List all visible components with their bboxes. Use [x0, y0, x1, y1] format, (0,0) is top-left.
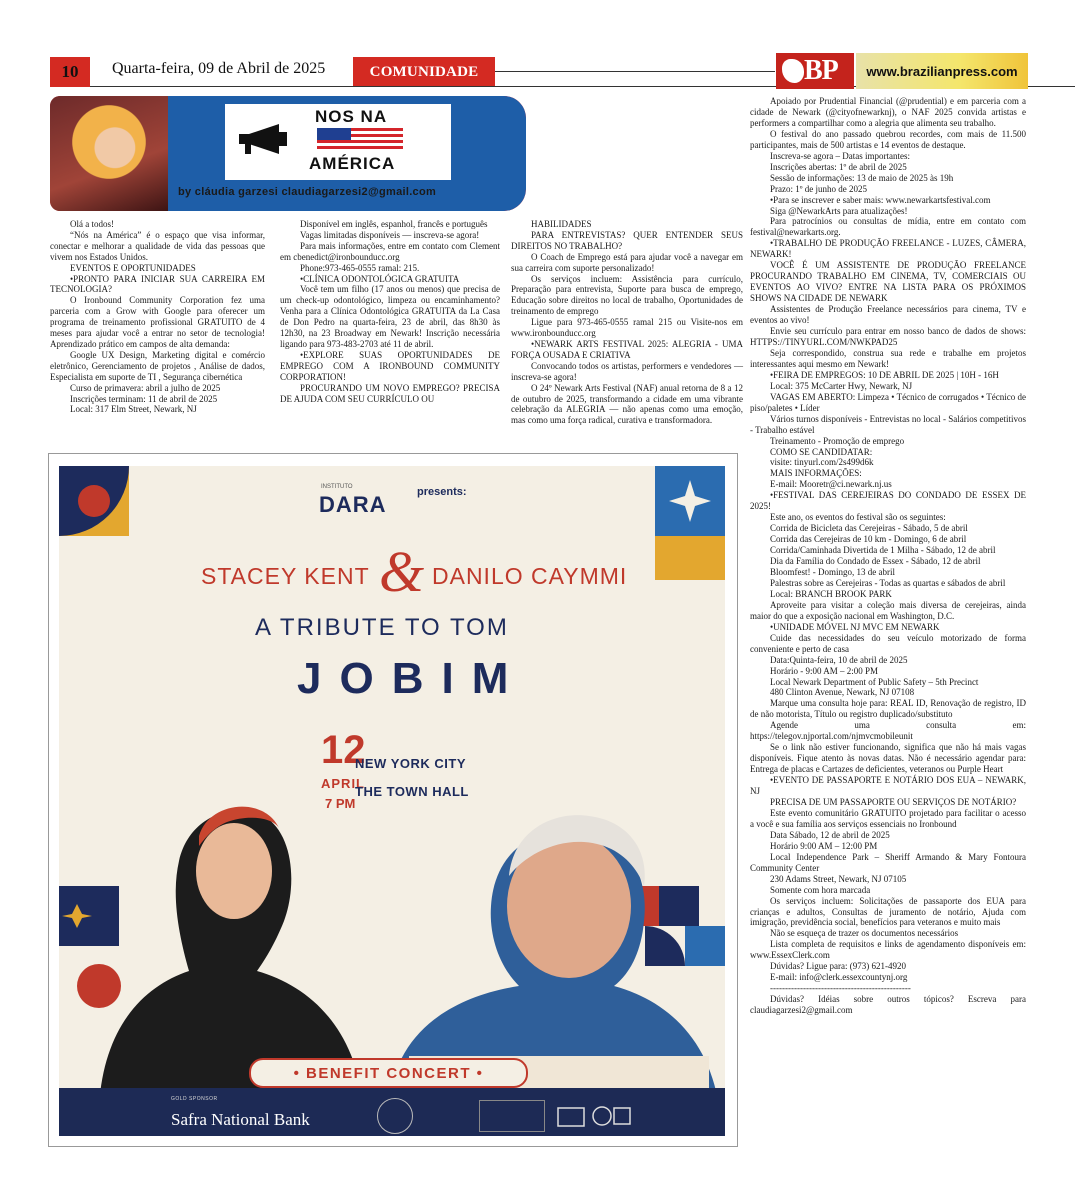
article-paragraph: Local: 375 McCarter Hwy, Newark, NJ — [770, 380, 913, 391]
article-paragraph: Palestras sobre as Cerejeiras - Todas as quartas e sábados de abril — [770, 577, 1006, 588]
article-paragraph: Marque uma consulta hoje para: REAL ID, Renovação de registro, ID de não motorista, Título ou registro duplicado/substituto — [750, 698, 1026, 720]
ampersand: & — [379, 539, 425, 604]
sponsor-logo-crest — [554, 1100, 634, 1130]
article-paragraph: Convocando todos os artistas, performers e vendedores — inscreva-se agora! — [511, 360, 743, 382]
article-paragraph: 230 Adams Street, Newark, NJ 07105 — [770, 873, 907, 884]
tribute-title: A TRIBUTE TO TOM — [255, 614, 509, 641]
article-paragraph: VAGAS EM ABERTO: Limpeza • Técnico de corrugados • Técnico de piso/paletes • Líder — [750, 391, 1026, 413]
article-paragraph: Seja correspondido, construa sua rede e trabalhe em projetos interessantes aqui mesmo em Newark! — [750, 347, 1026, 369]
article-paragraph: Aproveite para visitar a coleção mais diversa de cerejeiras, ainda maior do que a exposição nacional em Washington, D.C. — [750, 599, 1026, 621]
article-paragraph: Você tem um filho (17 anos ou menos) que precisa de um check-up odontológico, limpeza ou encaminhamento? Venha para a Clínica Odontológica GRATUITA da La Casa de Don Pedro na quarta-feira, 23 de abril, das 8h30 às 12h30, na 23 Broadway em Newark! Inscrição necessária ligando para 973-483-2703 até 11 de abril. — [280, 284, 500, 349]
article-paragraph: 480 Clinton Avenue, Newark, NJ 07108 — [770, 687, 915, 698]
article-paragraph: •FEIRA DE EMPREGOS: 10 DE ABRIL DE 2025 | 10H - 16H — [770, 369, 999, 380]
article-paragraph: O 24º Newark Arts Festival (NAF) anual retorna de 8 a 12 de outubro de 2025, transformando a cidade em uma vibrante celebração da ALEGRIA — não apenas como uma emoção, mas como uma força radical, curativa e transformadora. — [511, 382, 743, 426]
article-paragraph: PROCURANDO UM NOVO EMPREGO? PRECISA DE AJUDA COM SEU CURRÍCULO OU — [280, 382, 500, 404]
article-paragraph: E-mail: Mooretr@ci.newark.nj.us — [770, 479, 892, 490]
banner-byline: by cláudia garzesi claudiagarzesi2@gmail.com — [178, 186, 437, 198]
article-paragraph: •EXPLORE SUAS OPORTUNIDADES DE EMPREGO COM A IRONBOUND COMMUNITY CORPORATION! — [280, 349, 500, 382]
sponsor-logo-circle — [377, 1098, 413, 1134]
article-paragraph: •PRONTO PARA INICIAR SUA CARREIRA EM TECNOLOGIA? — [50, 273, 265, 295]
article-paragraph: E-mail: info@clerk.essexcountynj.org — [770, 972, 908, 983]
article-paragraph: Apoiado por Prudential Financial (@prudential) e em parceria com a cidade de Newark (@cityofnewarknj), o NAF 2025 convida artistas e performers a compartilhar como a alegria que alimenta seu trabalho. — [750, 96, 1026, 128]
sponsor-safra-bank: Safra National Bank — [171, 1110, 310, 1129]
banner-title-line2: AMÉRICA — [309, 154, 396, 173]
nos-na-america-logo — [225, 104, 451, 180]
author-photo — [50, 96, 168, 211]
article-paragraph: “Nós na América” é o espaço que visa informar, conectar e melhorar a qualidade de vida das pessoas que vivem nos Estados Unidos. — [50, 229, 265, 262]
article-paragraph: ----------------------------------------------- — [770, 983, 911, 994]
article-column-1 — [50, 219, 265, 415]
article-paragraph: •TRABALHO DE PRODUÇÃO FREELANCE - LUZES, CÂMERA, NEWARK! — [750, 238, 1026, 260]
event-venue: THE TOWN HALL — [355, 784, 469, 799]
article-paragraph: Inscreva-se agora – Datas importantes: — [770, 150, 910, 161]
article-paragraph: Horário - 9:00 AM – 2:00 PM — [770, 665, 878, 676]
event-month: APRIL — [321, 776, 365, 791]
article-paragraph: HABILIDADES — [531, 219, 592, 229]
artist-2: DANILO CAYMMI — [432, 563, 628, 589]
article-paragraph: O festival do ano passado quebrou recordes, com mais de 11.500 participantes, mais de 500 artistas e 14 eventos de destaque. — [750, 128, 1026, 150]
article-paragraph: •Para se inscrever e saber mais: www.newarkartsfestival.com — [770, 194, 991, 205]
article-paragraph: Dia da Família do Condado de Essex - Sábado, 12 de abril — [770, 556, 981, 567]
article-paragraph: Phone:973-465-0555 ramal: 215. — [300, 262, 420, 273]
article-paragraph: Curso de primavera: abril a julho de 2025 — [70, 382, 221, 393]
header-divider — [495, 71, 775, 72]
sponsor-bar — [59, 1088, 725, 1136]
article-paragraph: Bloomfest! - Domingo, 13 de abril — [770, 566, 895, 577]
article-paragraph: Google UX Design, Marketing digital e comércio eletrônico, Gerenciamento de projetos , Análise de dados, Especialista em suporte de TI , Segurança cibernética — [50, 349, 265, 382]
article-paragraph: Inscrições abertas: 1º de abril de 2025 — [770, 161, 907, 172]
logo-text: BP — [804, 55, 838, 86]
article-paragraph: Envie seu currículo para entrar em nosso banco de dados de shows: HTTPS://TINYURL.COM/NWKPAD25 — [750, 326, 1026, 347]
article-paragraph: Este evento comunitário GRATUITO projetado para facilitar o acesso a você e sua família aos serviços essenciais no Ironbound — [750, 807, 1026, 829]
article-paragraph: Disponível em inglês, espanhol, francês e português — [300, 219, 488, 229]
article-paragraph: Dúvidas? Ligue para: (973) 621-4920 — [770, 961, 906, 972]
article-paragraph: Se o link não estiver funcionando, significa que não há mais vagas disponíveis. Fique atento às novas datas. Não é necessário agendar para: Entrega de placas e Cartazes de deficientes, veteranos ou Purple Heart — [750, 742, 1026, 775]
article-paragraph: Sessão de informações: 13 de maio de 2025 às 19h — [770, 172, 954, 183]
event-day: 12 — [321, 728, 366, 772]
article-paragraph: •CLÍNICA ODONTOLÓGICA GRATUITA — [300, 273, 460, 284]
article-paragraph: O Coach de Emprego está para ajudar você a navegar em sua carreira com suporte personalizado! — [511, 251, 743, 273]
article-paragraph: •NEWARK ARTS FESTIVAL 2025: ALEGRIA - UMA FORÇA OUSADA E CRIATIVA — [511, 338, 743, 360]
article-paragraph: Cuide das necessidades do seu veículo motorizado de forma conveniente e perto de casa — [750, 632, 1026, 654]
section-label: COMUNIDADE — [353, 57, 495, 87]
poster-canvas — [59, 466, 725, 1136]
article-paragraph: •EVENTO DE PASSAPORTE E NOTÁRIO DOS EUA – NEWARK, NJ — [750, 775, 1026, 797]
article-paragraph: Prazo: 1º de junho de 2025 — [770, 183, 868, 194]
brazil-map-icon — [782, 59, 804, 83]
article-paragraph: visite: tinyurl.com/2s499d6k — [770, 457, 874, 468]
article-paragraph: Vagas limitadas disponíveis — inscreva-se agora! — [300, 229, 480, 240]
article-paragraph: Siga @NewarkArts para atualizações! — [770, 205, 908, 216]
artist-1: STACEY KENT — [201, 563, 370, 589]
article-paragraph: Data Sábado, 12 de abril de 2025 — [770, 829, 890, 840]
presents-label: presents: — [417, 486, 467, 498]
concert-advertisement — [48, 453, 738, 1147]
sponsor-logo-box — [479, 1100, 545, 1132]
article-paragraph: PARA ENTREVISTAS? QUER ENTENDER SEUS DIREITOS NO TRABALHO? — [511, 229, 743, 251]
us-flag-icon — [317, 128, 403, 150]
article-paragraph: PRECISA DE UM PASSAPORTE OU SERVIÇOS DE NOTÁRIO? — [770, 797, 1017, 807]
article-column-2 — [280, 219, 500, 404]
brazilian-press-logo[interactable] — [776, 53, 854, 89]
article-paragraph: VOCÊ É UM ASSISTENTE DE PRODUÇÃO FREELANCE PROCURANDO TRABALHO EM CINEMA, TV, COMERCIAIS OU EVENTOS AO VIVO? ENTRE NA LISTA PARA OS PRÓXIMOS SHOWS NA CIDADE DE NEWARK — [750, 260, 1026, 304]
page-number: 10 — [50, 57, 90, 87]
presenter-brand: DARA — [319, 492, 387, 517]
article-paragraph: Dúvidas? Idéias sobre outros tópicos? Escreva para claudiagarzesi2@gmail.com — [750, 994, 1026, 1016]
article-paragraph: •UNIDADE MÓVEL NJ MVC EM NEWARK — [770, 621, 940, 632]
article-paragraph: Os serviços incluem: Assistência para currículo, Preparação para entrevista, Suporte para busca de emprego, Educação sobre direitos no local de trabalho, Oportunidades de treinamento de emprego — [511, 273, 743, 317]
column-banner — [50, 96, 526, 211]
article-column-4 — [750, 96, 1026, 1016]
sponsor-label: GOLD SPONSOR — [171, 1096, 218, 1102]
event-time: 7 PM — [325, 796, 356, 811]
article-paragraph: EVENTOS E OPORTUNIDADES — [70, 262, 196, 273]
article-paragraph: MAIS INFORMAÇÕES: — [770, 468, 862, 479]
article-paragraph: Corrida de Bicicleta das Cerejeiras - Sábado, 5 de abril — [770, 523, 968, 534]
article-paragraph: Local: 317 Elm Street, Newark, NJ — [70, 404, 197, 415]
article-paragraph: Treinamento - Promoção de emprego — [770, 435, 905, 446]
article-paragraph: Corrida das Cerejeiras de 10 km - Domingo, 6 de abril — [770, 534, 967, 545]
benefit-concert-badge: • BENEFIT CONCERT • — [249, 1058, 528, 1088]
article-paragraph: Este ano, os eventos do festival são os seguintes: — [770, 512, 946, 523]
article-paragraph: Corrida/Caminhada Divertida de 1 Milha - Sábado, 12 de abril — [770, 545, 996, 556]
article-paragraph: Assistentes de Produção Freelance necessários para cinema, TV e eventos ao vivo! — [750, 304, 1026, 326]
article-paragraph: Ligue para 973-465-0555 ramal 215 ou Visite-nos em www.ironbounducc.org — [511, 317, 743, 339]
article-paragraph: Local: BRANCH BROOK PARK — [770, 588, 892, 599]
article-paragraph: Local Newark Department of Public Safety – 5th Precinct — [770, 676, 979, 687]
banner-title-line1: NOS NA — [315, 107, 388, 126]
site-url-link[interactable]: www.brazilianpress.com — [856, 53, 1028, 89]
article-paragraph: O Ironbound Community Corporation fez uma parceria com a Grow with Google para oferecer um programa de treinamento profissional GRATUITO de 4 meses para ajudar você a entrar no setor de tecnologia! Aprendizado prático em campos de alta demanda: — [50, 295, 265, 349]
article-paragraph: Somente com hora marcada — [770, 884, 871, 895]
presenter-small-text: INSTITUTO — [321, 484, 353, 490]
event-city: NEW YORK CITY — [355, 756, 466, 771]
article-paragraph: Local Independence Park – Sheriff Armando & Mary Fontoura Community Center — [750, 851, 1026, 873]
megaphone-icon — [235, 122, 291, 156]
article-paragraph: Agende uma consulta em: https://telegov.njportal.com/njmvcmobileunit — [750, 720, 1026, 742]
article-paragraph: Os serviços incluem: Solicitações de passaporte dos EUA para crianças e adultos, Consultas de juramento de notário, Ajuda com imigração, previdência social, benefícios para veteranos e muito mais — [750, 895, 1026, 928]
article-paragraph: •FESTIVAL DAS CEREJEIRAS DO CONDADO DE ESSEX DE 2025! — [750, 490, 1026, 512]
article-column-3 — [511, 219, 743, 426]
article-paragraph: Inscrições terminam: 11 de abril de 2025 — [70, 393, 218, 404]
article-paragraph: COMO SE CANDIDATAR: — [770, 446, 873, 457]
article-paragraph: Para mais informações, entre em contato com Clement em cbenedict@ironbounducc.org — [280, 240, 500, 262]
article-paragraph: Lista completa de requisitos e links de agendamento disponíveis em: www.EssexClerk.com — [750, 939, 1026, 961]
article-paragraph: Horário 9:00 AM – 12:00 PM — [770, 840, 878, 851]
issue-date: Quarta-feira, 09 de Abril de 2025 — [112, 60, 326, 77]
article-paragraph: Data:Quinta-feira, 10 de abril de 2025 — [770, 654, 908, 665]
jobim-title: JOBIM — [297, 654, 527, 703]
article-paragraph: Olá a todos! — [70, 219, 114, 229]
article-paragraph: Não se esqueça de trazer os documentos necessários — [770, 928, 959, 939]
article-paragraph: Para patrocínios ou consultas de mídia, entre em contato com festival@newarkarts.org. — [750, 216, 1026, 238]
article-paragraph: Vários turnos disponíveis - Entrevistas no local - Salários competitivos - Trabalho estável — [750, 413, 1026, 435]
